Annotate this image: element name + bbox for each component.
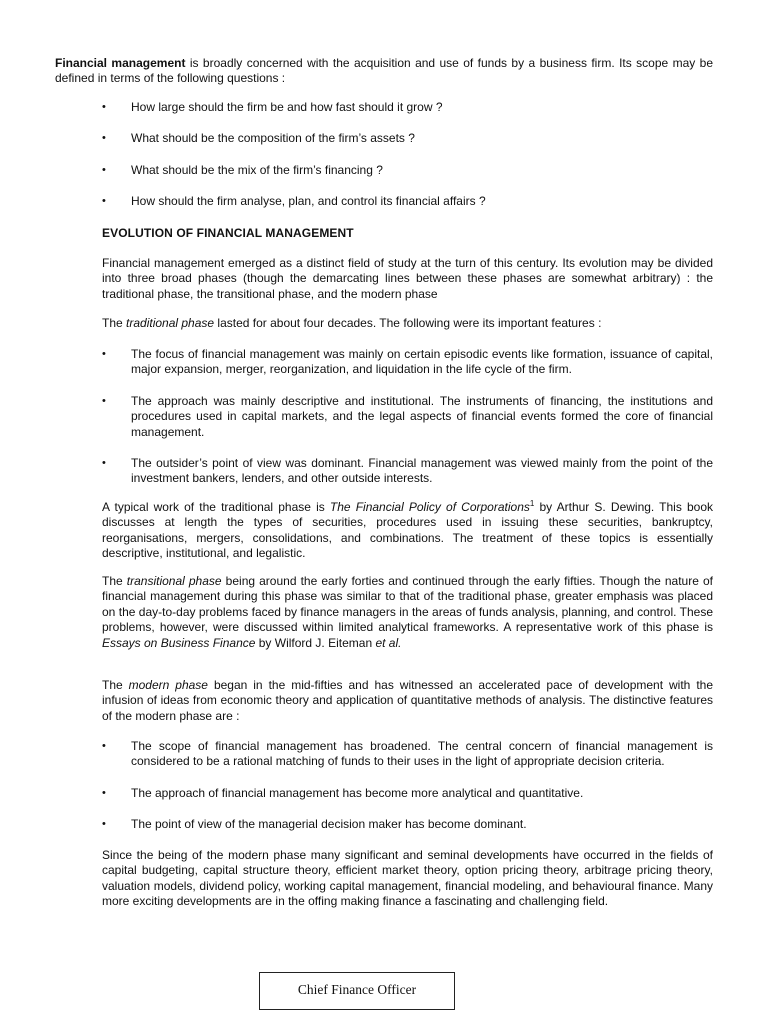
feature-text: The scope of financial management has broadened. The central concern of financial management is considered to be a rational matching of funds to their uses in the light of appropriate decision criteria.	[131, 739, 713, 769]
question-text: What should be the mix of the firm’s financing ?	[131, 162, 383, 177]
list-item	[102, 817, 713, 832]
feature-text: The approach of financial management has become more analytical and quantitative.	[131, 785, 584, 800]
transitional-pre: The	[102, 574, 127, 588]
bullet-icon: •	[102, 786, 106, 799]
traditional-features-list	[102, 347, 713, 487]
footnote-marker: 1	[529, 499, 535, 508]
transitional-phase-term: transitional phase	[126, 574, 222, 588]
list-item	[55, 100, 713, 115]
list-item	[102, 786, 713, 801]
traditional-intro-pre: The	[102, 316, 127, 330]
bullet-icon: •	[102, 132, 106, 145]
intro-lead-term: Financial management	[55, 56, 186, 70]
transitional-paragraph	[102, 574, 713, 651]
list-item	[55, 131, 713, 146]
question-text: How should the firm analyse, plan, and control its financial affairs ?	[131, 194, 486, 209]
transitional-mid: being around the early forties and continued through the early fifties. Though the nature of financial management during this phase was similar to that of the traditional phase, greater emphasis was placed on the day-to-day problems faced by finance managers in the areas of funds analysis, planning, and control. These problems, however, were discussed within limited analytical frameworks. A representative work of this phase is	[102, 574, 713, 635]
feature-text: The focus of financial management was mainly on certain episodic events like formation, issuance of capital, major expansion, merger, reorganization, and liquidation in the life cycle of the firm.	[131, 347, 713, 377]
list-item	[55, 163, 713, 178]
et-al: et al.	[375, 635, 402, 650]
feature-text: The approach was mainly descriptive and institutional. The instruments of financing, the institutions and procedures used in capital markets, and the legal aspects of financial events formed the core of financial management.	[131, 393, 713, 439]
scope-questions-list	[55, 100, 713, 226]
emergence-paragraph: Financial management emerged as a distinct field of study at the turn of this century. Its evolution may be divided into three broad phases (though the demarcating lines between these phases are somewhat arbitrary) : the traditional phase, the transitional phase, and the modern phase	[102, 256, 713, 301]
modern-phase-term: modern phase	[128, 678, 208, 692]
bullet-icon: •	[102, 394, 106, 407]
bullet-icon: •	[102, 818, 106, 831]
typical-work-paragraph	[102, 500, 713, 562]
intro-text: is broadly concerned with the acquisition and use of funds by a business firm. Its scope may be defined in terms of the following questions :	[55, 56, 713, 86]
traditional-intro-post: lasted for about four decades. The following were its important features :	[214, 316, 602, 330]
modern-intro-post: began in the mid-fifties and has witnessed an accelerated pace of development with the infusion of ideas from economic theory and application of quantitative methods of analysis. The distinctive features of the modern phase are :	[102, 678, 713, 723]
list-item	[102, 456, 713, 487]
list-item	[102, 394, 713, 440]
list-item	[55, 194, 713, 209]
section-heading: EVOLUTION OF FINANCIAL MANAGEMENT	[102, 226, 354, 240]
list-item	[102, 347, 713, 378]
intro-paragraph	[55, 56, 713, 87]
modern-intro-pre: The	[102, 678, 129, 692]
book-title: The Financial Policy of Corporations	[329, 500, 530, 514]
transitional-author: by Wilford J. Eiteman	[255, 635, 376, 650]
feature-text: The point of view of the managerial decision maker has become dominant.	[131, 817, 527, 832]
modern-intro-paragraph	[102, 678, 713, 724]
feature-text: The outsider’s point of view was dominant. Financial management was viewed mainly from the point of the investment bankers, lenders, and other outside interests.	[131, 456, 713, 486]
typical-work-pre: A typical work of the traditional phase is	[102, 500, 330, 514]
bullet-icon: •	[102, 163, 106, 176]
traditional-intro-paragraph	[102, 316, 713, 331]
bullet-icon: •	[102, 740, 106, 752]
question-text: What should be the composition of the firm’s assets ?	[131, 131, 415, 146]
typical-work-post: by Arthur S. Dewing. This book discusses at length the types of securities, procedures used in issuing these securities, bankruptcy, reorganisations, mergers, consolidations, and combinations. The treatment of these topics is essentially descriptive, institutional, and legalistic.	[102, 500, 714, 561]
essay-title: Essays on Business Finance	[102, 635, 256, 650]
traditional-phase-term: traditional phase	[126, 316, 215, 330]
bullet-icon: •	[102, 457, 106, 470]
bullet-icon: •	[102, 348, 106, 360]
bullet-icon: •	[102, 195, 106, 208]
closing-paragraph: Since the being of the modern phase many significant and seminal developments have occurred in the fields of capital budgeting, capital structure theory, efficient market theory, option pricing theory, arbitrage pricing theory, valuation models, dividend policy, working capital management, financial modeling, and behavioural finance. Many more exciting developments are in the offing making finance a fascinating and challenging field.	[102, 848, 713, 909]
modern-features-list	[102, 739, 713, 833]
list-item	[102, 739, 713, 770]
question-text: How large should the firm be and how fast should it grow ?	[131, 100, 443, 114]
footer-label-box: Chief Finance Officer	[259, 972, 455, 1010]
bullet-icon: •	[102, 101, 106, 113]
